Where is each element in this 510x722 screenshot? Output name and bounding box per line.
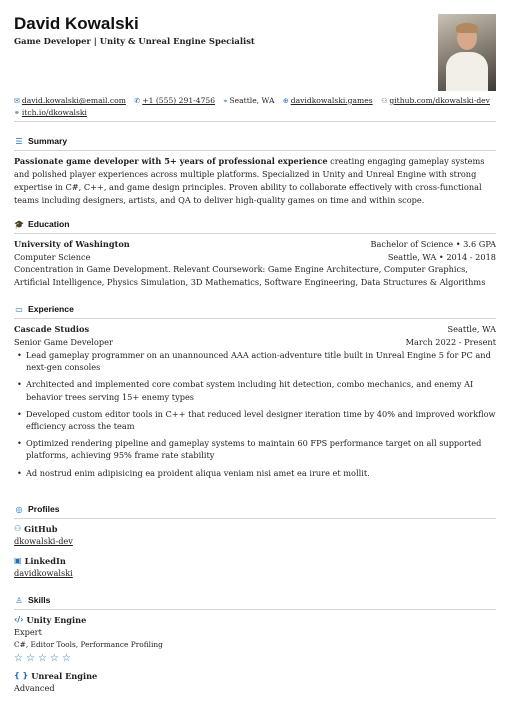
experience-title: Experience xyxy=(28,304,74,314)
skill-unity-rating xyxy=(14,653,496,664)
contact-phone-text[interactable]: +1 (555) 291-4756 xyxy=(142,96,216,105)
star-icon: ☆ xyxy=(49,653,59,664)
education-field: Computer Science xyxy=(14,251,91,262)
contact-email[interactable] xyxy=(14,95,126,107)
experience-bullets xyxy=(14,349,496,479)
header-divider xyxy=(14,121,496,122)
graduation-cap-icon: 🎓 xyxy=(14,219,24,229)
contact-location-text: Seattle, WA xyxy=(229,96,275,105)
summary-rule xyxy=(14,150,496,151)
summary-title: Summary xyxy=(28,136,68,146)
headline: Game Developer | Unity & Unreal Engine Specialist xyxy=(14,36,255,46)
photo-body-shape xyxy=(446,52,488,91)
education-section xyxy=(14,218,496,289)
list-item: • Architected and implemented core combat system including hit detection, combo mechanics, and enemy AI behavior trees serving 15+ enemy types xyxy=(14,378,496,402)
skills-title: Skills xyxy=(28,595,51,605)
experience-section xyxy=(14,303,496,484)
list-item: • Ad nostrud enim adipisicing ea proident aliqua veniam nisi amet ea irure et mollit. xyxy=(14,467,496,479)
contact-location xyxy=(223,95,274,107)
education-details: Concentration in Game Development. Relevant Coursework: Game Engine Architecture, Computer Graphics, Artificial Intelligence, Physics Simulation, 3D Mathematics, Software Engineering, Data Structures & Algorithms xyxy=(14,264,486,287)
profile-linkedin-link[interactable]: davidkowalski xyxy=(14,568,73,578)
contact-website[interactable] xyxy=(283,95,373,107)
education-school: University of Washington xyxy=(14,239,130,249)
globe-icon: ⊕ xyxy=(282,97,289,105)
photo-hair-shape xyxy=(456,23,478,33)
skill-unreal xyxy=(14,670,496,682)
summary-lead: Passionate game developer with 5+ years of professional experience xyxy=(14,156,328,166)
contact-github-text[interactable]: github.com/dkowalski-dev xyxy=(389,96,490,105)
summary-body: creating engaging gameplay systems and polished player experiences across multiple platforms. Specialized in Unity and Unreal Engine with strong expertise in C#, C++, and game design principles. Proven ability to collaborate effectively with cross-functional teams including designers, artists, and QA to deliver high-quality games on time and within scope. xyxy=(14,156,485,205)
profiles-heading xyxy=(14,503,496,515)
skill-unreal-name: Unreal Engine xyxy=(31,671,98,681)
star-icon: ☆ xyxy=(14,653,23,664)
education-row-1 xyxy=(14,238,496,251)
experience-company: Cascade Studios xyxy=(14,324,90,334)
profile-github-link[interactable]: dkowalski-dev xyxy=(14,536,73,546)
experience-dates: March 2022 - Present xyxy=(405,336,496,347)
star-icon: ☆ xyxy=(25,653,35,664)
contact-itch[interactable] xyxy=(14,107,87,119)
skill-unity xyxy=(14,614,496,626)
list-item: • Lead gameplay programmer on an unannounced AAA action-adventure title built in Unreal Engine 5 for PC and next-gen consoles xyxy=(14,349,496,373)
summary-section xyxy=(14,135,496,207)
experience-role: Senior Game Developer xyxy=(14,336,113,347)
education-degree: Bachelor of Science • 3.6 GPA xyxy=(370,239,496,249)
summary-text xyxy=(14,155,496,207)
profiles-icon: ◎ xyxy=(15,504,23,514)
briefcase-icon: ▭ xyxy=(15,304,23,314)
profiles-section xyxy=(14,503,496,580)
education-heading xyxy=(14,218,496,230)
star-icon: ☆ xyxy=(37,653,47,664)
skill-unity-level: Expert xyxy=(14,627,42,637)
education-location-dates: Seattle, WA • 2014 - 2018 xyxy=(387,251,496,262)
candidate-name: David Kowalski xyxy=(14,14,139,33)
list-item: • Developed custom editor tools in C++ that reduced level designer iteration time by 40% and improved workflow efficiency across the team xyxy=(14,408,496,432)
list-item: • Optimized rendering pipeline and gameplay systems to maintain 60 FPS performance target on all supported platforms, achieving 95% frame rate stability xyxy=(14,437,496,461)
experience-row-2 xyxy=(14,336,496,349)
education-row-2 xyxy=(14,251,496,264)
braces-icon: { } xyxy=(14,671,29,680)
experience-row-1 xyxy=(14,323,496,336)
star-icon: ☆ xyxy=(61,653,71,664)
github-icon: ⚇ xyxy=(381,97,388,105)
mail-icon: ✉ xyxy=(14,97,20,105)
profiles-rule xyxy=(14,518,496,519)
skill-unity-name: Unity Engine xyxy=(26,615,87,625)
education-title: Education xyxy=(28,219,70,229)
education-rule xyxy=(14,233,496,234)
contact-website-text[interactable]: davidkowalski.games xyxy=(290,96,373,105)
skills-rule xyxy=(14,609,496,610)
contact-github[interactable] xyxy=(381,95,490,107)
experience-heading xyxy=(14,303,496,315)
contact-itch-text[interactable]: itch.io/dkowalski xyxy=(21,108,87,117)
github-icon: ⚇ xyxy=(14,524,22,533)
location-icon: ⌖ xyxy=(223,97,228,105)
profiles-title: Profiles xyxy=(28,504,60,514)
skill-unity-keywords: C#, Editor Tools, Performance Profiling xyxy=(14,640,163,649)
contact-phone[interactable] xyxy=(134,95,215,107)
profile-photo xyxy=(438,14,496,91)
profile-linkedin xyxy=(14,555,496,567)
linkedin-icon: ▣ xyxy=(14,556,22,565)
skills-section xyxy=(14,594,496,695)
contact-email-text[interactable]: david.kowalski@email.com xyxy=(21,96,126,105)
profile-github xyxy=(14,523,496,535)
skills-heading xyxy=(14,594,496,606)
skill-unreal-level: Advanced xyxy=(14,683,55,693)
profile-linkedin-network: LinkedIn xyxy=(24,556,66,566)
contact-list xyxy=(14,95,496,119)
link-icon: ⚭ xyxy=(14,109,20,117)
summary-heading xyxy=(14,135,496,147)
experience-rule xyxy=(14,318,496,319)
summary-icon: ☰ xyxy=(15,136,23,146)
person-icon: ♙ xyxy=(15,595,23,605)
phone-icon: ✆ xyxy=(134,97,141,105)
code-icon: ‹/› xyxy=(14,615,24,624)
profile-github-network: GitHub xyxy=(24,524,58,534)
experience-location: Seattle, WA xyxy=(447,324,496,334)
